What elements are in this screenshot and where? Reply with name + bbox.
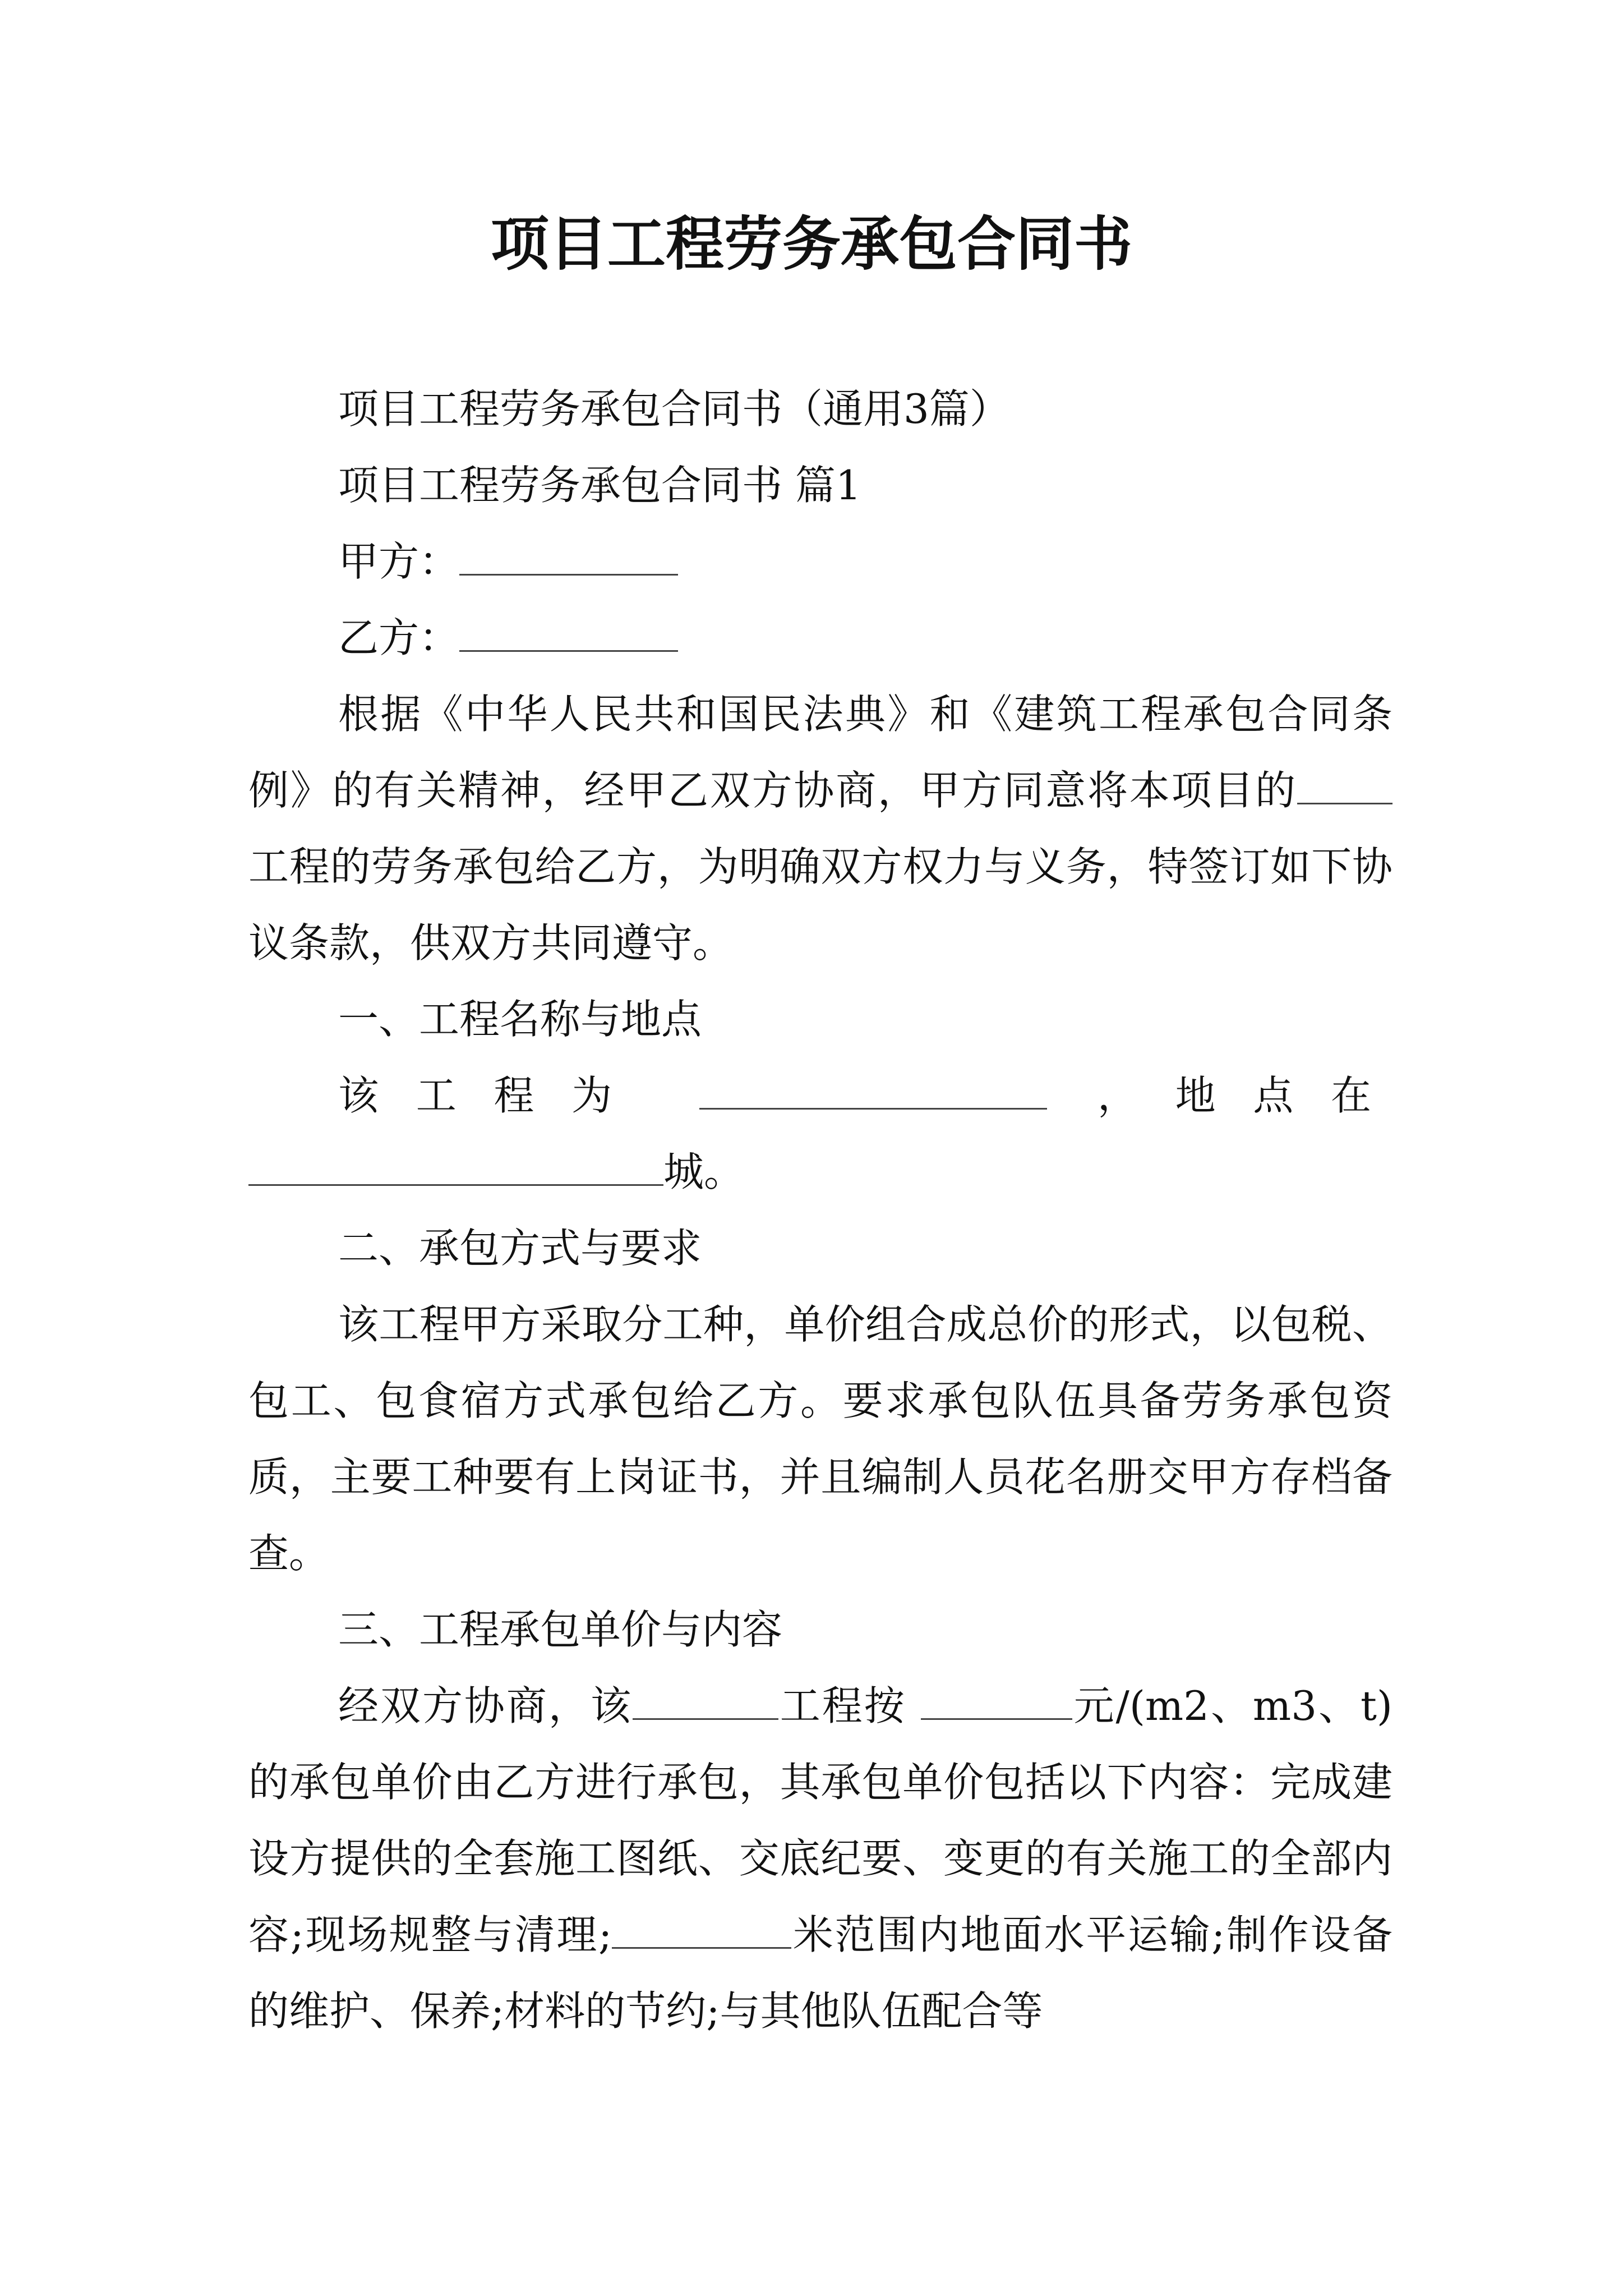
location-text-1: 该工程为 — [338, 1072, 649, 1119]
party-a-label: 甲方： — [338, 538, 460, 585]
distance-blank — [612, 1908, 791, 1949]
document-body — [248, 371, 1393, 2049]
project-name-blank — [1297, 763, 1393, 804]
party-b-label: 乙方： — [338, 614, 460, 661]
project-blank — [699, 1069, 1047, 1110]
heading-2: 二、承包方式与要求 — [338, 1225, 702, 1272]
location-line-2 — [248, 1134, 1393, 1210]
party-b-line — [248, 600, 1393, 676]
location-text-3: 城。 — [663, 1148, 745, 1195]
price-paragraph — [248, 1668, 1393, 2049]
heading-1: 一、工程名称与地点 — [338, 996, 702, 1043]
price-text-2: 工程按 — [778, 1682, 906, 1729]
unit-price-blank — [921, 1679, 1072, 1720]
price-text-1: 经双方协商，该 — [338, 1682, 633, 1729]
party-a-line — [248, 523, 1393, 600]
document-subtitle: 项目工程劳务承包合同书（通用3篇） — [338, 385, 1010, 432]
location-text-2: ，地点在 — [1097, 1072, 1393, 1119]
intro-paragraph — [248, 676, 1393, 981]
work-type-blank — [633, 1679, 778, 1720]
heading-3: 三、工程承包单价与内容 — [338, 1606, 783, 1653]
party-b-blank — [459, 611, 678, 652]
party-a-blank — [459, 535, 678, 576]
price-text-3: 元/(m2、m3、t)的承包单价由乙方进行承包，其承包单价包括以下内容：完成建设方提供的全套施工图纸、交底纪要、变更的有关施工的全部内容;现场规整与清理; — [248, 1682, 1393, 1958]
location-line — [248, 1057, 1393, 1134]
price-text-4: 米范围内地面水平运输;制作设备的维护、保养;材料的节约;与其他队伍配合等 — [248, 1911, 1393, 2035]
contract-method-paragraph: 该工程甲方采取分工种，单价组合成总价的形式，以包税、包工、包食宿方式承包给乙方。要求承包队伍具备劳务承包资质，主要工种要有上岗证书，并且编制人员花名册交甲方存档备查。 — [248, 1301, 1393, 1577]
section-title: 项目工程劳务承包合同书 篇1 — [338, 462, 861, 509]
intro-text-1: 根据《中华人民共和国民法典》和《建筑工程承包合同条例》的有关精神，经甲乙双方协商，甲方同意将本项目的 — [248, 691, 1393, 814]
city-blank — [248, 1145, 663, 1186]
intro-text-2: 工程的劳务承包给乙方，为明确双方权力与义务，特签订如下协议条款，供双方共同遵守。 — [248, 843, 1393, 967]
document-title: 项目工程劳务承包合同书 — [490, 210, 1132, 278]
